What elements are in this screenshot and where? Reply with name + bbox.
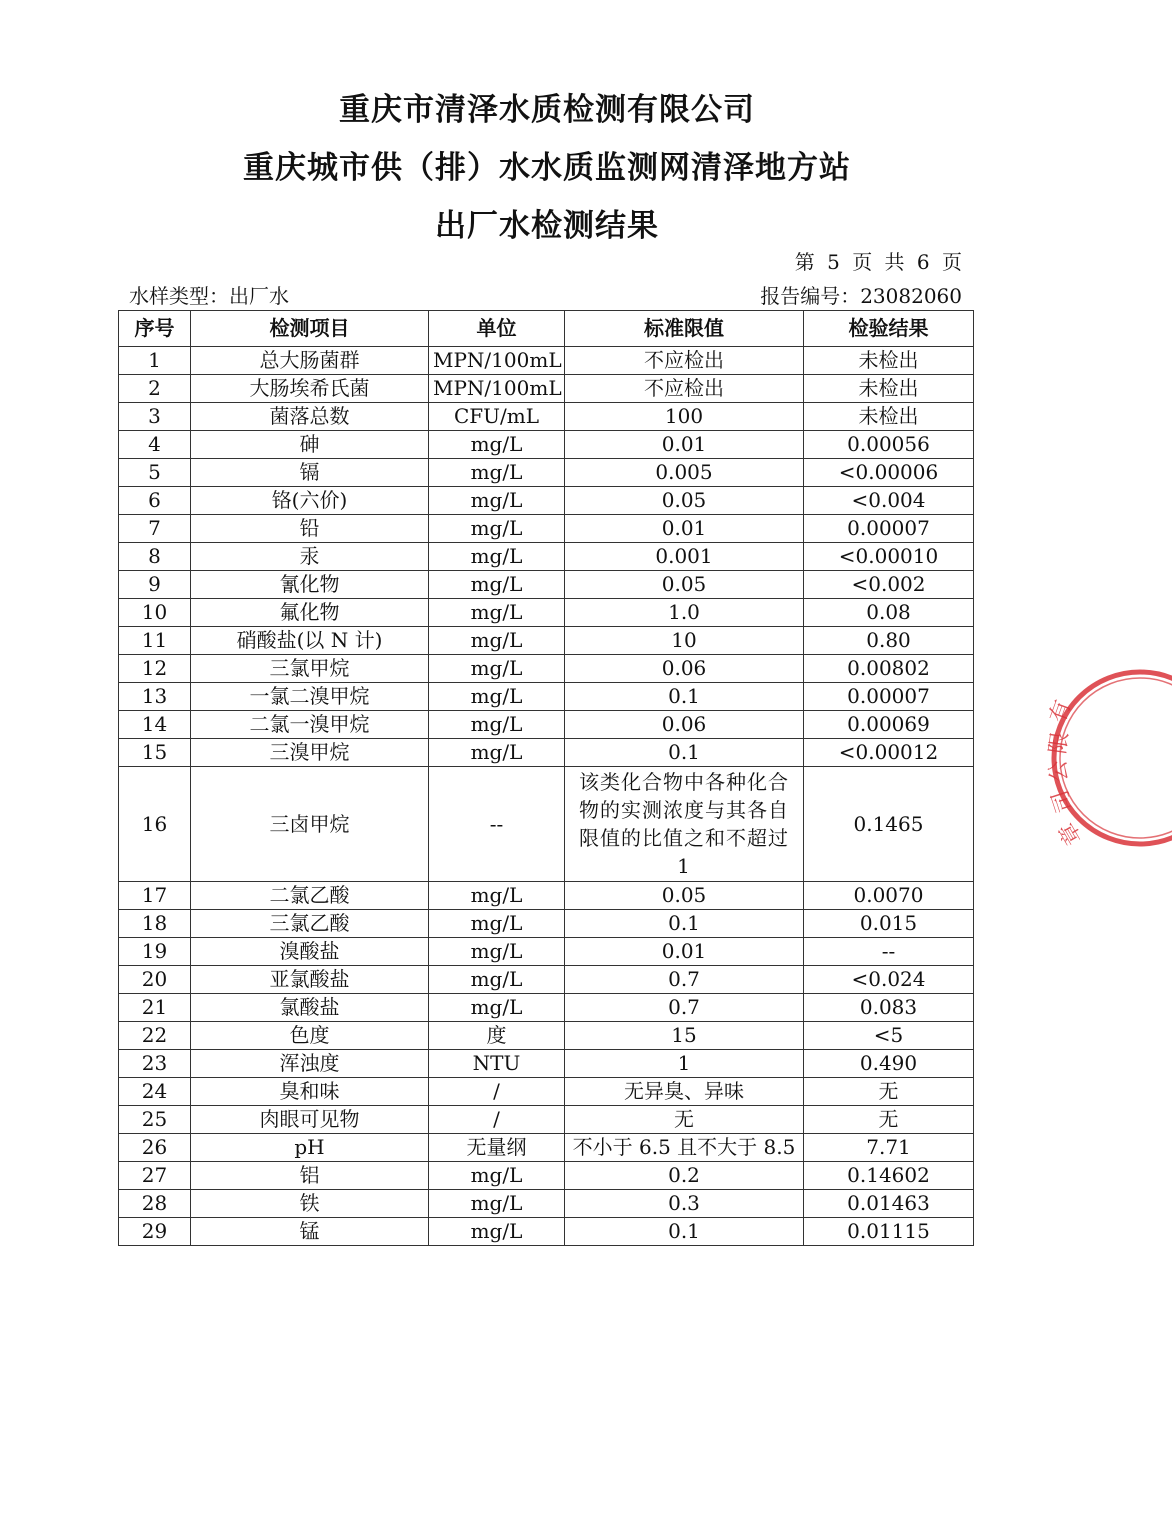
- row-index: 25: [119, 1106, 191, 1134]
- row-limit: 1: [565, 1050, 804, 1078]
- row-index: 17: [119, 882, 191, 910]
- row-result: 0.08: [804, 599, 974, 627]
- row-index: 6: [119, 487, 191, 515]
- row-unit: mg/L: [429, 910, 565, 938]
- row-limit: 0.05: [565, 882, 804, 910]
- row-index: 4: [119, 431, 191, 459]
- row-item: 铬(六价): [191, 487, 429, 515]
- row-item: 二氯一溴甲烷: [191, 711, 429, 739]
- row-result: 0.00007: [804, 515, 974, 543]
- row-unit: mg/L: [429, 599, 565, 627]
- row-result: 未检出: [804, 403, 974, 431]
- table-row: [119, 1022, 974, 1050]
- row-item: 镉: [191, 459, 429, 487]
- row-result: 无: [804, 1078, 974, 1106]
- header-unit: 单位: [429, 311, 565, 347]
- row-unit: MPN/100mL: [429, 347, 565, 375]
- table-row: [119, 459, 974, 487]
- table-row: [119, 1218, 974, 1246]
- row-item: 三氯乙酸: [191, 910, 429, 938]
- row-index: 1: [119, 347, 191, 375]
- row-unit: mg/L: [429, 655, 565, 683]
- row-index: 12: [119, 655, 191, 683]
- sample-type: 水样类型：出厂水: [129, 284, 289, 308]
- row-limit: 0.1: [565, 910, 804, 938]
- row-index: 3: [119, 403, 191, 431]
- row-result: <5: [804, 1022, 974, 1050]
- row-result: 0.00007: [804, 683, 974, 711]
- header-result: 检验结果: [804, 311, 974, 347]
- table-row: [119, 683, 974, 711]
- row-result: <0.004: [804, 487, 974, 515]
- row-limit: 无异臭、异味: [565, 1078, 804, 1106]
- row-unit: mg/L: [429, 627, 565, 655]
- svg-text:司: 司: [1047, 786, 1079, 816]
- row-limit: 0.01: [565, 515, 804, 543]
- row-unit: mg/L: [429, 515, 565, 543]
- table-row: [119, 994, 974, 1022]
- row-index: 19: [119, 938, 191, 966]
- row-index: 18: [119, 910, 191, 938]
- table-row: [119, 767, 974, 882]
- row-limit: 0.1: [565, 739, 804, 767]
- row-limit: 0.06: [565, 711, 804, 739]
- row-result: 0.00069: [804, 711, 974, 739]
- table-header-row: [119, 311, 974, 347]
- table-row: [119, 1106, 974, 1134]
- table-row: [119, 910, 974, 938]
- row-result: <0.024: [804, 966, 974, 994]
- table-row: [119, 966, 974, 994]
- row-unit: MPN/100mL: [429, 375, 565, 403]
- row-index: 15: [119, 739, 191, 767]
- row-limit: 不应检出: [565, 375, 804, 403]
- row-result: 0.00056: [804, 431, 974, 459]
- row-item: 三卤甲烷: [191, 767, 429, 882]
- row-unit: mg/L: [429, 487, 565, 515]
- row-unit: /: [429, 1078, 565, 1106]
- row-item: 大肠埃希氏菌: [191, 375, 429, 403]
- row-index: 7: [119, 515, 191, 543]
- row-unit: mg/L: [429, 683, 565, 711]
- row-limit: 0.05: [565, 487, 804, 515]
- row-limit: 不小于 6.5 且不大于 8.5: [565, 1134, 804, 1162]
- row-limit: 15: [565, 1022, 804, 1050]
- table-row: [119, 1078, 974, 1106]
- row-result: 0.015: [804, 910, 974, 938]
- table-row: [119, 599, 974, 627]
- row-item: 氯酸盐: [191, 994, 429, 1022]
- table-row: [119, 487, 974, 515]
- table-row: [119, 1190, 974, 1218]
- row-unit: CFU/mL: [429, 403, 565, 431]
- row-limit: 0.05: [565, 571, 804, 599]
- row-item: 铅: [191, 515, 429, 543]
- row-limit: 0.1: [565, 683, 804, 711]
- row-index: 20: [119, 966, 191, 994]
- row-result: <0.002: [804, 571, 974, 599]
- row-index: 29: [119, 1218, 191, 1246]
- row-limit: 该类化合物中各种化合物的实测浓度与其各自限值的比值之和不超过1: [565, 767, 804, 882]
- row-index: 22: [119, 1022, 191, 1050]
- row-limit: 10: [565, 627, 804, 655]
- table-row: [119, 347, 974, 375]
- row-limit: 不应检出: [565, 347, 804, 375]
- row-result: 无: [804, 1106, 974, 1134]
- table-row: [119, 739, 974, 767]
- row-item: 铝: [191, 1162, 429, 1190]
- table-row: [119, 515, 974, 543]
- row-index: 14: [119, 711, 191, 739]
- row-item: 汞: [191, 543, 429, 571]
- header-limit: 标准限值: [565, 311, 804, 347]
- row-result: 7.71: [804, 1134, 974, 1162]
- row-limit: 1.0: [565, 599, 804, 627]
- row-result: 未检出: [804, 347, 974, 375]
- row-item: 锰: [191, 1218, 429, 1246]
- row-result: <0.00006: [804, 459, 974, 487]
- row-result: 未检出: [804, 375, 974, 403]
- row-index: 8: [119, 543, 191, 571]
- row-limit: 0.005: [565, 459, 804, 487]
- row-result: <0.00010: [804, 543, 974, 571]
- results-table: [118, 310, 974, 1246]
- row-unit: mg/L: [429, 459, 565, 487]
- results-table-body: [119, 347, 974, 1246]
- row-result: 0.01115: [804, 1218, 974, 1246]
- row-limit: 0.7: [565, 994, 804, 1022]
- table-row: [119, 655, 974, 683]
- row-result: 0.490: [804, 1050, 974, 1078]
- row-result: 0.00802: [804, 655, 974, 683]
- row-unit: mg/L: [429, 711, 565, 739]
- table-row: [119, 1134, 974, 1162]
- row-item: 铁: [191, 1190, 429, 1218]
- row-unit: mg/L: [429, 966, 565, 994]
- report-number: 报告编号：23082060: [760, 284, 962, 308]
- row-limit: 0.3: [565, 1190, 804, 1218]
- company-seal-stamp: [1042, 668, 1172, 848]
- row-unit: mg/L: [429, 994, 565, 1022]
- row-unit: mg/L: [429, 571, 565, 599]
- row-unit: 度: [429, 1022, 565, 1050]
- row-item: 二氯乙酸: [191, 882, 429, 910]
- row-unit: mg/L: [429, 1190, 565, 1218]
- table-row: [119, 571, 974, 599]
- table-row: [119, 375, 974, 403]
- row-result: --: [804, 938, 974, 966]
- row-result: 0.0070: [804, 882, 974, 910]
- row-index: 11: [119, 627, 191, 655]
- row-unit: mg/L: [429, 431, 565, 459]
- row-item: 三溴甲烷: [191, 739, 429, 767]
- page-info: 第 5 页 共 6 页: [794, 250, 962, 274]
- row-index: 27: [119, 1162, 191, 1190]
- row-result: 0.80: [804, 627, 974, 655]
- row-limit: 100: [565, 403, 804, 431]
- row-item: 臭和味: [191, 1078, 429, 1106]
- table-row: [119, 938, 974, 966]
- row-limit: 0.01: [565, 938, 804, 966]
- company-name: 重庆市清泽水质检测有限公司: [339, 92, 755, 128]
- row-result: <0.00012: [804, 739, 974, 767]
- row-unit: --: [429, 767, 565, 882]
- row-limit: 无: [565, 1106, 804, 1134]
- row-item: 氟化物: [191, 599, 429, 627]
- row-item: 氰化物: [191, 571, 429, 599]
- row-limit: 0.06: [565, 655, 804, 683]
- row-limit: 0.01: [565, 431, 804, 459]
- row-item: 溴酸盐: [191, 938, 429, 966]
- row-index: 28: [119, 1190, 191, 1218]
- row-item: 菌落总数: [191, 403, 429, 431]
- row-unit: 无量纲: [429, 1134, 565, 1162]
- row-item: pH: [191, 1134, 429, 1162]
- row-index: 5: [119, 459, 191, 487]
- row-index: 24: [119, 1078, 191, 1106]
- header-index: 序号: [119, 311, 191, 347]
- row-item: 肉眼可见物: [191, 1106, 429, 1134]
- row-result: 0.14602: [804, 1162, 974, 1190]
- row-item: 浑浊度: [191, 1050, 429, 1078]
- row-limit: 0.001: [565, 543, 804, 571]
- table-row: [119, 1162, 974, 1190]
- row-unit: mg/L: [429, 882, 565, 910]
- table-row: [119, 431, 974, 459]
- station-name: 重庆城市供（排）水水质监测网清泽地方站: [243, 150, 851, 186]
- row-item: 总大肠菌群: [191, 347, 429, 375]
- table-row: [119, 543, 974, 571]
- row-unit: mg/L: [429, 1218, 565, 1246]
- row-index: 2: [119, 375, 191, 403]
- row-limit: 0.2: [565, 1162, 804, 1190]
- row-index: 10: [119, 599, 191, 627]
- row-unit: mg/L: [429, 739, 565, 767]
- row-result: 0.1465: [804, 767, 974, 882]
- document-title: 出厂水检测结果: [435, 208, 659, 244]
- header-item: 检测项目: [191, 311, 429, 347]
- svg-text:公: 公: [1046, 758, 1073, 784]
- table-row: [119, 1050, 974, 1078]
- row-item: 色度: [191, 1022, 429, 1050]
- row-unit: NTU: [429, 1050, 565, 1078]
- table-row: [119, 882, 974, 910]
- svg-text:章: 章: [1054, 817, 1088, 850]
- row-item: 亚氯酸盐: [191, 966, 429, 994]
- row-limit: 0.7: [565, 966, 804, 994]
- table-row: [119, 403, 974, 431]
- row-limit: 0.1: [565, 1218, 804, 1246]
- svg-text:限: 限: [1045, 730, 1074, 756]
- table-row: [119, 711, 974, 739]
- row-index: 23: [119, 1050, 191, 1078]
- row-unit: mg/L: [429, 1162, 565, 1190]
- row-item: 硝酸盐(以 N 计): [191, 627, 429, 655]
- row-result: 0.083: [804, 994, 974, 1022]
- row-index: 13: [119, 683, 191, 711]
- row-unit: mg/L: [429, 938, 565, 966]
- row-item: 砷: [191, 431, 429, 459]
- row-unit: /: [429, 1106, 565, 1134]
- svg-text:有: 有: [1045, 696, 1077, 727]
- row-index: 9: [119, 571, 191, 599]
- row-index: 26: [119, 1134, 191, 1162]
- row-index: 16: [119, 767, 191, 882]
- row-item: 一氯二溴甲烷: [191, 683, 429, 711]
- row-index: 21: [119, 994, 191, 1022]
- row-unit: mg/L: [429, 543, 565, 571]
- row-result: 0.01463: [804, 1190, 974, 1218]
- row-item: 三氯甲烷: [191, 655, 429, 683]
- table-row: [119, 627, 974, 655]
